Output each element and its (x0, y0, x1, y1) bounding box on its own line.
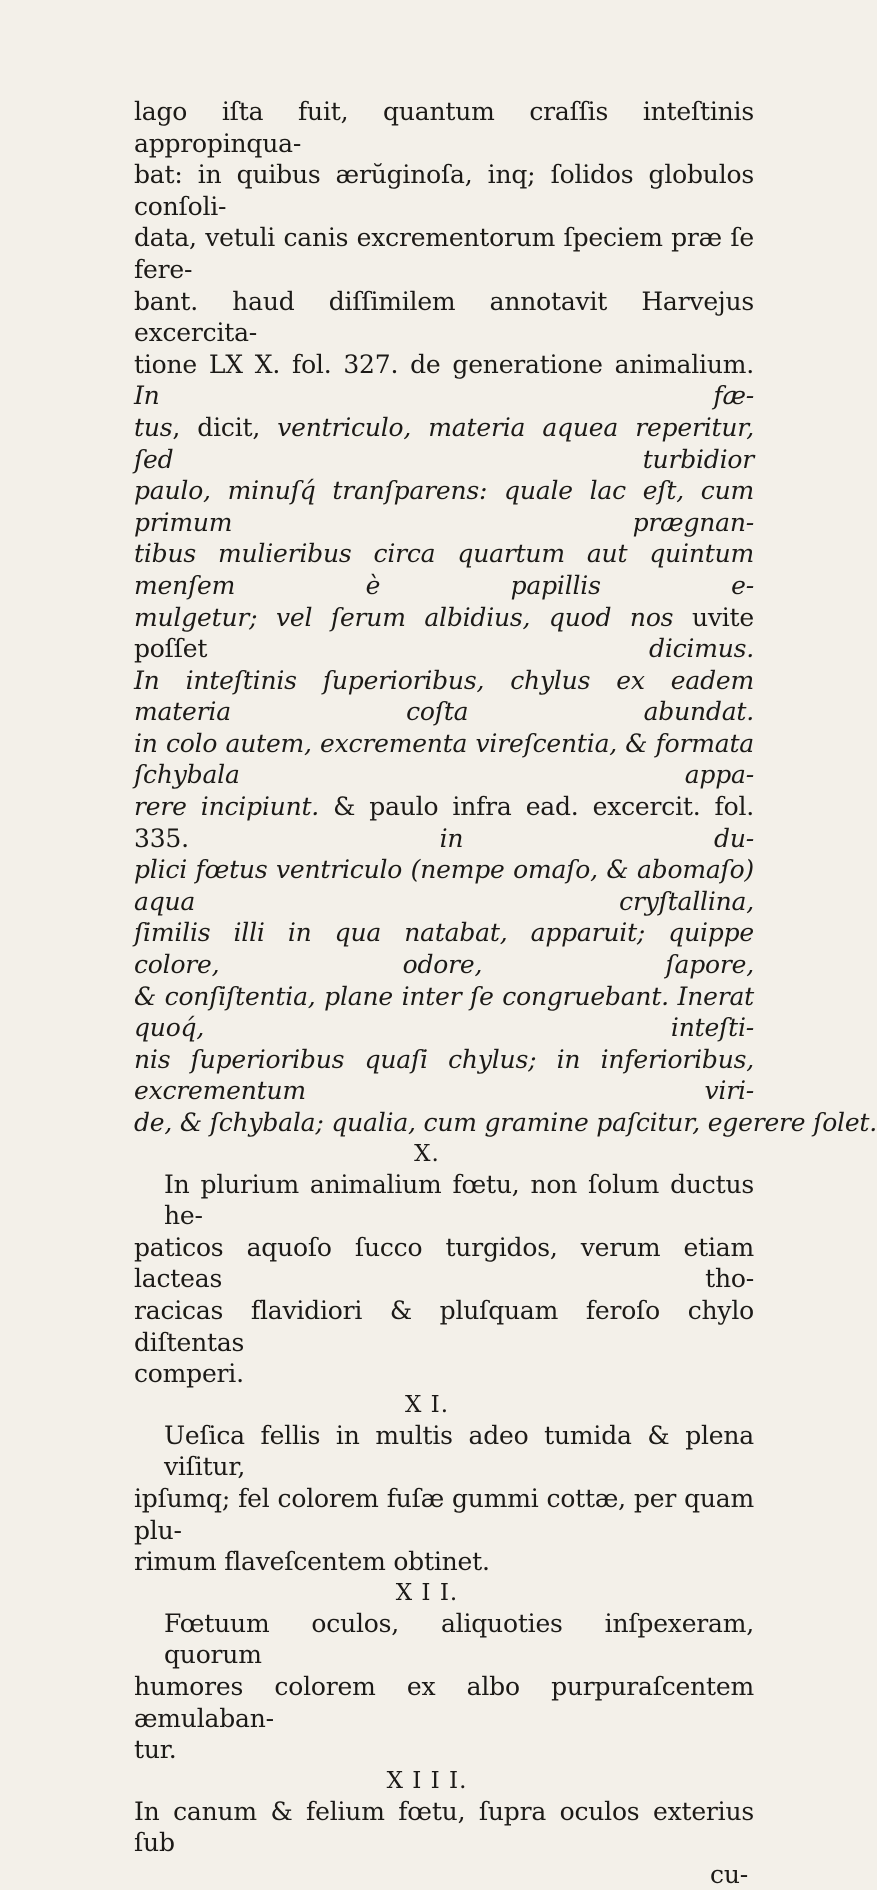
text-run: , dicit, (172, 412, 278, 442)
italic-run: rere incipiunt. (134, 792, 334, 822)
text-line (134, 602, 754, 665)
text-run: uvite poſſet (134, 602, 754, 664)
catchword: cu- (710, 1859, 748, 1889)
text-line: paticos aquoſo ſucco turgidos, verum etiam lacteas tho- (134, 1232, 754, 1294)
section-heading-x: X. (414, 1140, 440, 1167)
text-line: bat: in quibus ærŭginoſa, inq; ſolidos globulos conſoli- (134, 160, 754, 221)
text-line: In canum & felium fœtu, ſupra oculos exterius ſub (134, 1796, 754, 1858)
text-line: in colo autem, excrementa vireſcentia, & formata ſchybala appa- (134, 728, 754, 790)
text-line: & conſiſtentia, plane inter ſe congruebant. Inerat quoq́, inteſti- (134, 981, 754, 1043)
text-line: nis ſuperioribus quaſi chylus; in inferioribus, excrementum viri- (134, 1044, 754, 1106)
text-line: Ueſica fellis in multis adeo tumida & plena viſitur, (164, 1420, 754, 1482)
section-heading-xii: X I I. (395, 1579, 459, 1606)
text-line: ſimilis illi in qua natabat, apparuit; quippe colore, odore, ſapore, (134, 918, 754, 980)
text-line: racicas flavidiori & pluſquam feroſo chylo diſtentas (134, 1295, 754, 1357)
text-line: comperi. (134, 1359, 244, 1389)
text-block (134, 96, 877, 1890)
italic-run: ventriculo, materia aquea reperitur, ſed turbidior (134, 412, 754, 474)
text-line: paulo, minuſq́ tranſparens: quale lac eſt, cum primum prægnan- (134, 476, 754, 537)
section-heading-xiii: X I I I. (386, 1767, 468, 1794)
text-line: In plurium animalium fœtu, non ſolum ductus he- (164, 1169, 754, 1231)
text-line (134, 412, 754, 475)
section-heading-xi: X I. (404, 1391, 450, 1418)
italic-run: tus (134, 412, 173, 442)
italic-run: In fæ- (134, 381, 754, 411)
text-line: tur. (134, 1735, 177, 1765)
text-line: ipſumq; fel colorem fuſæ gummi cottæ, per quam plu- (134, 1483, 754, 1545)
text-line (134, 791, 754, 854)
text-line: data, vetuli canis excrementorum ſpeciem præ ſe fere- (134, 223, 754, 284)
text-line: rimum flaveſcentem obtinet. (134, 1547, 490, 1577)
text-line (134, 349, 754, 412)
text-line: In inteſtinis ſuperioribus, chylus ex eadem materia coſta abundat. (134, 665, 754, 727)
text-line: de, & ſchybala; qualia, cum gramine paſcitur, egerere ſolet. (134, 1108, 877, 1137)
italic-run: dicimus. (649, 634, 754, 664)
text-line: lago iſta fuit, quantum craſſis inteſtinis appropinqua- (134, 97, 754, 158)
text-line: plici fœtus ventriculo (nempe omaſo, & abomaſo) aqua cryſtallina, (134, 855, 754, 916)
text-run: tione LX X. fol. 327. de generatione animalium. (134, 349, 754, 379)
text-line: bant. haud diſſimilem annotavit Harvejus excercita- (134, 286, 754, 348)
text-run: & paulo infra ead. excercit. fol. 335. (134, 792, 754, 853)
italic-run: in du- (439, 823, 754, 853)
text-line: Fœtuum oculos, aliquoties inſpexeram, quorum (164, 1608, 754, 1670)
italic-run: mulgetur; vel ſerum albidius, quod nos (134, 602, 692, 632)
text-line: tibus mulieribus circa quartum aut quintum menſem è papillis e- (134, 539, 754, 600)
text-line: humores colorem ex albo purpuraſcentem æmulaban- (134, 1671, 754, 1733)
